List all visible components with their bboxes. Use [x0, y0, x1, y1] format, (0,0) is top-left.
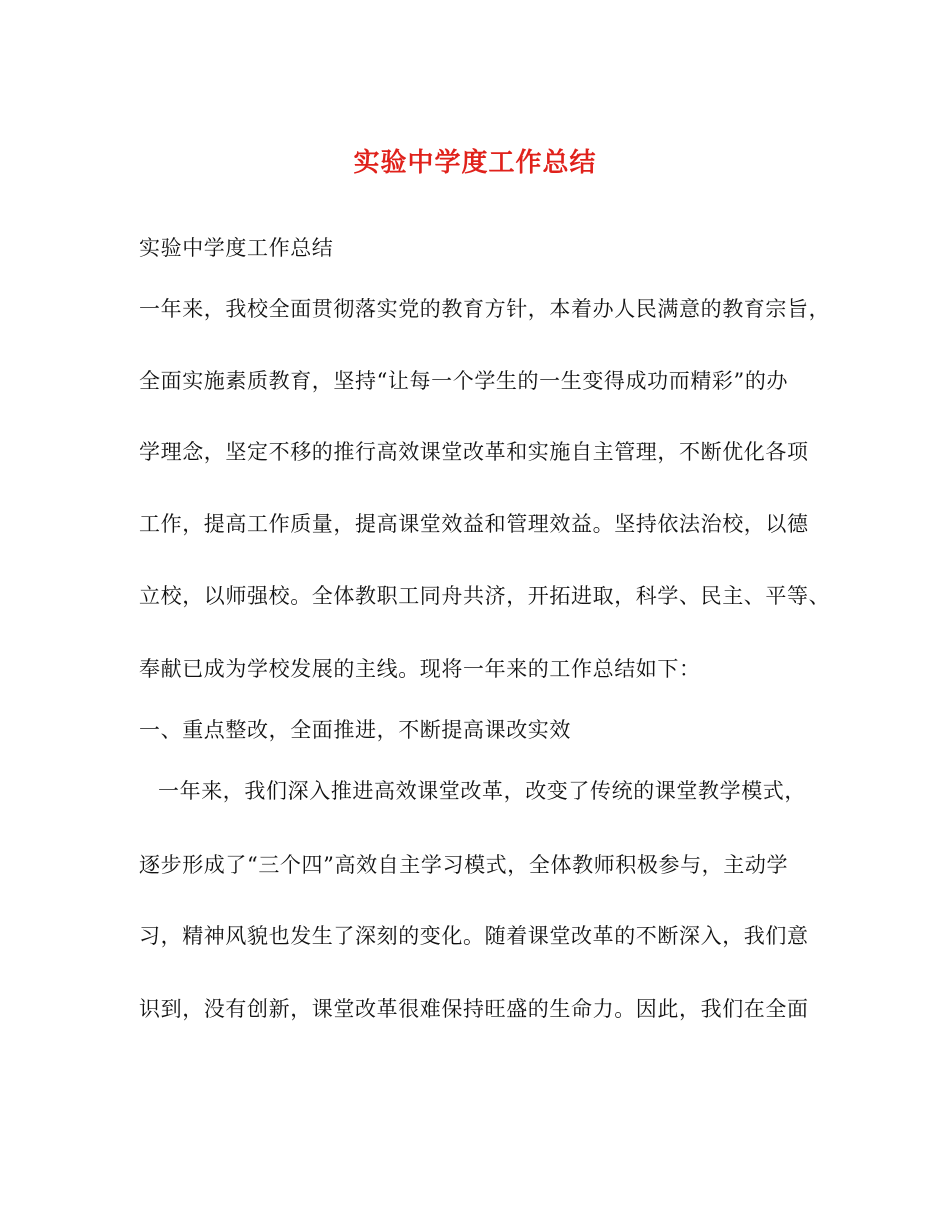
- paragraph-line: 工作，提高工作质量，提高课堂效益和管理效益。坚持依法治校，以德: [139, 512, 809, 536]
- paragraph-line: 学理念，坚定不移的推行高效课堂改革和实施自主管理，不断优化各项: [139, 440, 809, 464]
- paragraph-line: 识到，没有创新，课堂改革很难保持旺盛的生命力。因此，我们在全面: [139, 997, 809, 1021]
- paragraph-line: 习，精神风貌也发生了深刻的变化。随着课堂改革的不断深入，我们意: [139, 924, 809, 948]
- paragraph-line: 立校，以师强校。全体教职工同舟共济，开拓进取，科学、民主、平等、: [139, 584, 831, 608]
- paragraph-line: 奉献已成为学校发展的主线。现将一年来的工作总结如下：: [139, 657, 701, 681]
- section-heading: 一、重点整改，全面推进，不断提高课改实效: [139, 718, 571, 742]
- document-subtitle: 实验中学度工作总结: [139, 236, 334, 260]
- paragraph-line: 一年来，我校全面贯彻落实党的教育方针，本着办人民满意的教育宗旨，: [139, 297, 831, 321]
- paragraph-line: 逐步形成了“三个四”高效自主学习模式，全体教师积极参与，主动学: [139, 853, 789, 877]
- document-title: 实验中学度工作总结: [353, 148, 597, 178]
- paragraph-line: 全面实施素质教育，坚持“让每一个学生的一生变得成功而精彩”的办: [139, 369, 789, 393]
- paragraph-line: 一年来，我们深入推进高效课堂改革，改变了传统的课堂教学模式，: [158, 779, 806, 803]
